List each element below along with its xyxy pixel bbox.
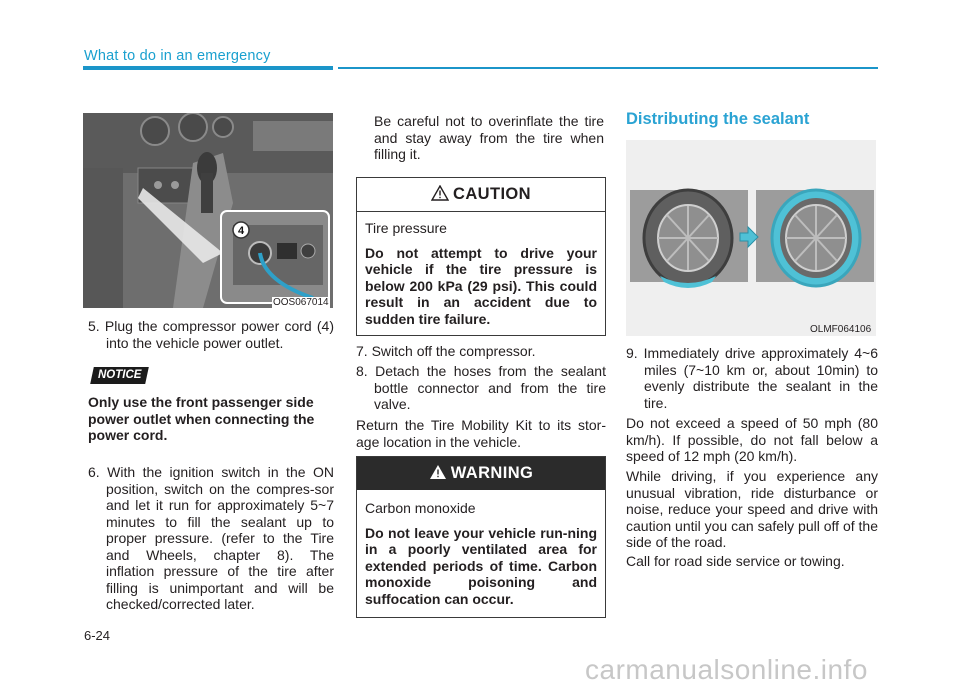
section-title: Distributing the sealant	[626, 110, 810, 128]
caution-body: Do not attempt to drive your vehicle if the tire pressure is below 200 kPa (29 psi). This could result in an accident due to sudden tire failure.	[365, 244, 597, 327]
return-text: Return the Tire Mobility Kit to its stor-age location in the vehicle.	[356, 417, 606, 450]
compressor-outlet-photo	[83, 113, 333, 308]
step-8: 8. Detach the hoses from the sealant bottle connector and from the tire valve.	[356, 363, 606, 412]
warning-triangle-icon	[429, 464, 447, 480]
notice-badge: NOTICE	[90, 367, 149, 384]
sealant-distribution-figure	[626, 140, 876, 336]
speed-text: Do not exceed a speed of 50 mph (80 km/h). If possible, do not fall below a speed of 12 mph (20 km/h).	[626, 415, 878, 464]
step-9: 9. Immediately drive approximately 4~6 miles (7~10 km or, about 10min) to evenly distribute the sealant in the tire.	[626, 345, 878, 411]
call-service-text: Call for road side service or towing.	[626, 553, 845, 569]
caution-subtitle: Tire pressure	[365, 220, 447, 236]
warning-header	[357, 457, 605, 490]
callout-4: 4	[237, 225, 245, 237]
step-6: 6. With the ignition switch in the ON position, switch on the compres-sor and let it run for approximately 5~7 minutes to fill the sealant up to proper pressure. (refer to the Tire and Wheels, chapter 8). The inflation pressure of the tire after filling is unimportant and will be checked/corrected later.	[88, 464, 334, 612]
step-7: 7. Switch off the compressor.	[356, 343, 536, 359]
page-number: 6-24	[84, 628, 111, 643]
warning-body: Do not leave your vehicle run-ning in a poorly ventilated area for extended periods of time. Carbon monoxide poisoning and suffocation can occur.	[365, 524, 597, 607]
step-5: 5. Plug the compressor power cord (4) into the vehicle power outlet.	[88, 318, 334, 351]
figure-caption-left: OOS067014	[273, 297, 329, 308]
header-accent-bar	[83, 66, 333, 70]
notice-text: Only use the front passenger side power outlet when connecting the power cord.	[88, 394, 315, 443]
warning-label: WARNING	[450, 464, 534, 482]
vibration-text: While driving, if you experience any unusual vibration, ride disturbance or noise, reduce your speed and drive with caution until you can safely pull off of the side of the road.	[626, 468, 878, 550]
intro-text: Be careful not to overinflate the tire and stay away from the tire when filling it.	[374, 113, 604, 162]
header-rule	[338, 67, 878, 69]
figure-caption-right: OLMF064106	[810, 324, 872, 335]
caution-label: CAUTION	[453, 185, 531, 203]
warning-box	[356, 456, 606, 618]
warning-subtitle: Carbon monoxide	[365, 500, 476, 516]
section-header-title: What to do in an emergency	[84, 48, 271, 64]
caution-triangle-icon	[431, 185, 449, 201]
watermark: carmanualsonline.info	[585, 654, 868, 685]
caution-box	[356, 177, 606, 336]
caution-header	[357, 178, 605, 212]
